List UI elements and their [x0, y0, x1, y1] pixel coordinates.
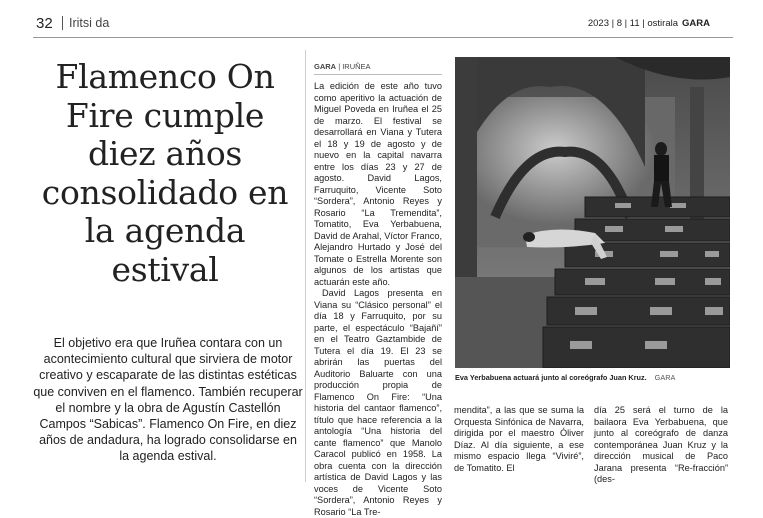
byline [314, 62, 371, 71]
body-column-3 [594, 405, 728, 486]
headline: Flamenco On Fire cumple diez años consolidado en la agenda estival [41, 57, 289, 289]
page-header [0, 0, 763, 36]
body-paragraph: David Lagos presenta en Viana su “Clásico personal” el día 18 y Farruquito, por su parte, el espectáculo “Bajañí” en el Teatro Gaztambide de Tutera el día 19. El 23 se abrirán las puertas del Auditorio Baluarte con una producción propia de Flamenco On Fire: “Una historia del cantaor flamenco”, título que hace referencia a la antología “Una historia del cante flamenco” que Manolo Caracol publicó en 1958. La obra cuenta con la dirección artística de David Lagos y las voces de Vicente Soto “Sordera”, Antonio Reyes y Rosario “La Tre- [314, 288, 442, 517]
article-photo [455, 57, 730, 368]
column-divider [305, 50, 306, 482]
byline-place: | IRUÑEA [338, 62, 371, 71]
body-column-1 [314, 81, 442, 518]
byline-source: GARA [314, 62, 337, 71]
cloister-photo-illustration [455, 57, 730, 368]
section-name: Iritsi da [69, 16, 110, 30]
header-separator [62, 16, 63, 30]
issue-date: 2023 | 8 | 11 | ostirala [587, 18, 679, 29]
byline-rule [314, 74, 442, 75]
header-rule [33, 37, 733, 38]
body-column-2 [454, 405, 584, 474]
body-paragraph: mendita”, a las que se suma la Orquesta Sinfónica de Navarra, dirigida por el maestro Óliver Díaz. Al día siguiente, a ese mismo espacio llega “Viviré”, de Tomatito. El [454, 405, 584, 473]
lead-paragraph: El objetivo era que Iruñea contara con un acontecimiento cultural que sirviera de motor creativo y escaparate de las distintas estéticas que conviven en el flamenco. También recuperar el nombre y la obra de Agustín Castellón Campos “Sabicas”. Flamenco On Fire, en diez años de andadura, ha logrado consolidarse en la agenda estival. [33, 336, 303, 464]
dateline [588, 18, 710, 29]
newspaper-name: GARA [682, 18, 710, 29]
caption-text: Eva Yerbabuena actuará junto al coreógrafo Juan Kruz. [455, 373, 647, 382]
photo-credit: GARA [654, 373, 676, 382]
page-number: 32 [36, 15, 53, 32]
body-paragraph: día 25 será el turno de la bailaora Eva Yerbabuena, que junto al coreógrafo de danza contemporánea Juan Kruz y la dirección musical de Paco Jarana presenta “Re-fracción” (des- [594, 405, 728, 484]
photo-caption [455, 373, 730, 382]
body-paragraph: La edición de este año tuvo como aperitivo la actuación de Miguel Poveda en Iruñea el 25 de marzo. El festival se desarrollará en Viana y Tutera el 18 y 19 de agosto y de nuevo en la capital navarra entre los días 23 y 27 de agosto. David Lagos, Farruquito, Vicente Soto “Sordera”, Antonio Reyes y Rosario “La Tremendita”, Tomatito, Eva Yerbabuena, David de Arahal, Víctor Franco, Alejandro Hurtado y José del Tomate o Estrella Morente son algunos de los artistas que actuarán este año. [314, 81, 442, 287]
